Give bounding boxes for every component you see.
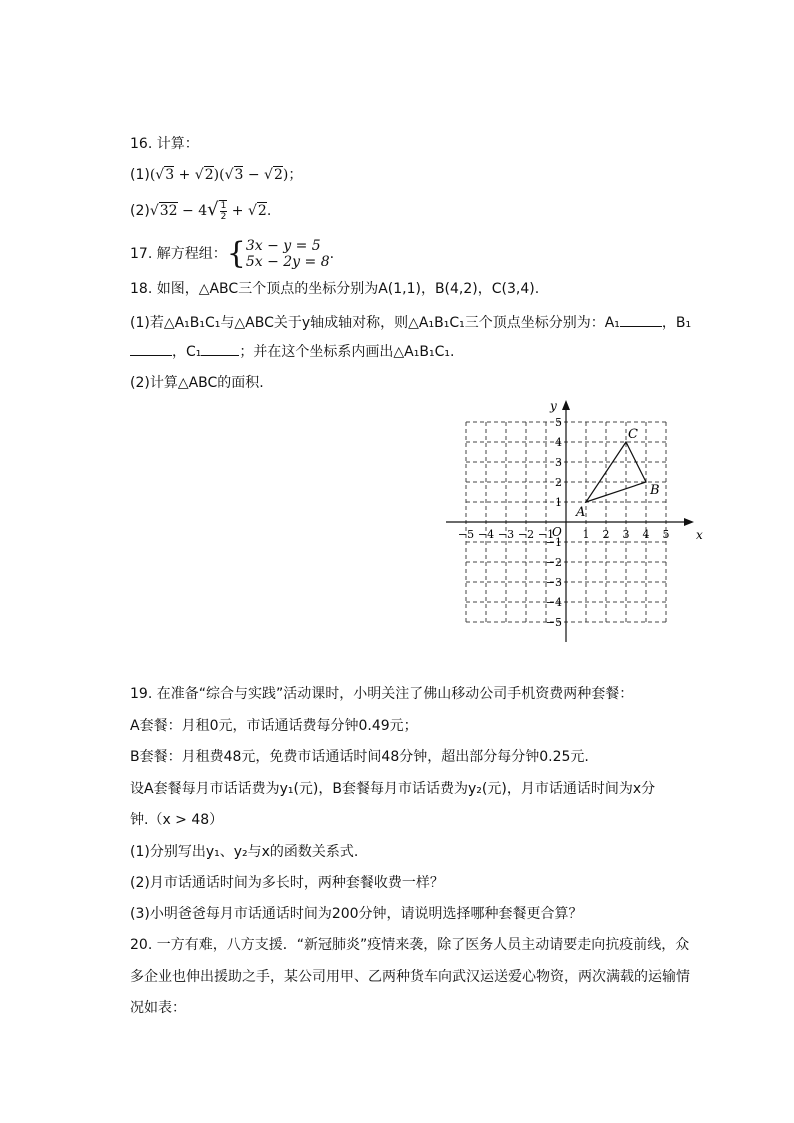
coordinate-grid <box>440 395 703 650</box>
x-tick-label: −2 <box>517 528 535 541</box>
q18-title: 18. 如图，△ABC三个顶点的坐标分别为A(1,1)，B(4,2)，C(3,4). <box>130 281 540 297</box>
x-tick-label: 4 <box>642 528 650 541</box>
q16-title: 16. 计算： <box>130 136 199 152</box>
answer-blank-b1[interactable] <box>130 341 172 356</box>
q18-part2: (2)计算△ABC的面积. <box>130 375 264 391</box>
q19-plan-b: B套餐：月租费48元，免费市话通话时间48分钟，超出部分每分钟0.25元. <box>130 749 589 765</box>
x-tick-label: −5 <box>457 528 475 541</box>
answer-blank-c1[interactable] <box>201 341 239 356</box>
y-tick-label: −1 <box>545 536 562 549</box>
q16-part2: (2)√32 − 4√ $\frac{1}{2}$ + √2. <box>130 199 272 222</box>
triangle-abc <box>586 442 646 502</box>
q19-sub3: (3)小明爸爸每月市话通话时间为200分钟，请说明选择哪种套餐更合算？ <box>130 906 583 922</box>
y-tick-label: 3 <box>555 456 562 469</box>
y-tick-label: 5 <box>555 416 562 429</box>
q18-part1-line1: (1)若△A₁B₁C₁与△ABC关于y轴成轴对称，则△A₁B₁C₁三个顶点坐标分别为：A₁ ，B₁ <box>130 312 691 333</box>
answer-blank-a1[interactable] <box>620 312 662 327</box>
q20-line3: 况如表： <box>130 1000 186 1016</box>
x-tick-label: 5 <box>662 528 670 541</box>
q19-setup-line2: 钟.（x > 48） <box>130 812 224 828</box>
y-axis-label: y <box>550 399 557 413</box>
q17-eq2: 5x − 2y = 8 <box>245 254 330 270</box>
q17-eq1: 3x − y = 5 <box>245 238 321 254</box>
q20-line2: 多企业也伸出援助之手，某公司用甲、乙两种货车向武汉运送爱心物资，两次满载的运输情 <box>130 969 690 985</box>
vertex-label-a: A <box>576 505 586 520</box>
q19-title: 19. 在准备“综合与实践”活动课时，小明关注了佛山移动公司手机资费两种套餐： <box>130 686 634 702</box>
vertex-label-c: C <box>628 427 638 442</box>
x-tick-label: −3 <box>497 528 515 541</box>
q17: 17. 解方程组：{ 3x − y = 5 5x − 2y = 8 . <box>130 236 335 271</box>
y-tick-label: −3 <box>545 576 562 589</box>
y-tick-label: 4 <box>555 436 562 449</box>
x-tick-label: 1 <box>582 528 590 541</box>
q19-plan-a: A套餐：月租0元，市话通话费每分钟0.49元； <box>130 718 418 734</box>
q19-setup-line1: 设A套餐每月市话话费为y₁(元)，B套餐每月市话话费为y₂(元)，月市话通话时间为x分 <box>130 781 656 797</box>
origin-label: O <box>552 525 562 539</box>
x-tick-label: −1 <box>537 528 555 541</box>
x-tick-label: 2 <box>602 528 610 541</box>
y-tick-label: −5 <box>545 616 562 629</box>
x-axis-label: x <box>696 528 703 542</box>
y-tick-label: 2 <box>555 476 562 489</box>
x-tick-label: 3 <box>622 528 630 541</box>
q20-line1: 20. 一方有难，八方支援．“新冠肺炎”疫情来袭，除了医务人员主动请要走向抗疫前线，众 <box>130 937 690 953</box>
q18-part1-line2: ，C₁ ；并在这个坐标系内画出△A₁B₁C₁. <box>130 341 454 362</box>
vertex-label-b: B <box>650 483 660 498</box>
y-tick-label: −2 <box>545 556 562 569</box>
x-tick-label: −4 <box>477 528 495 541</box>
x-axis-arrow <box>684 518 694 526</box>
y-axis-arrow <box>562 400 570 410</box>
q19-sub2: (2)月市话通话时间为多长时，两种套餐收费一样？ <box>130 875 444 891</box>
y-tick-label: 1 <box>555 496 562 509</box>
y-tick-label: −4 <box>545 596 562 609</box>
q16-part1: (1)(√3 + √2)(√3 − √2)； <box>130 167 303 183</box>
q19-sub1: (1)分别写出y₁、y₂与x的函数关系式. <box>130 844 359 860</box>
